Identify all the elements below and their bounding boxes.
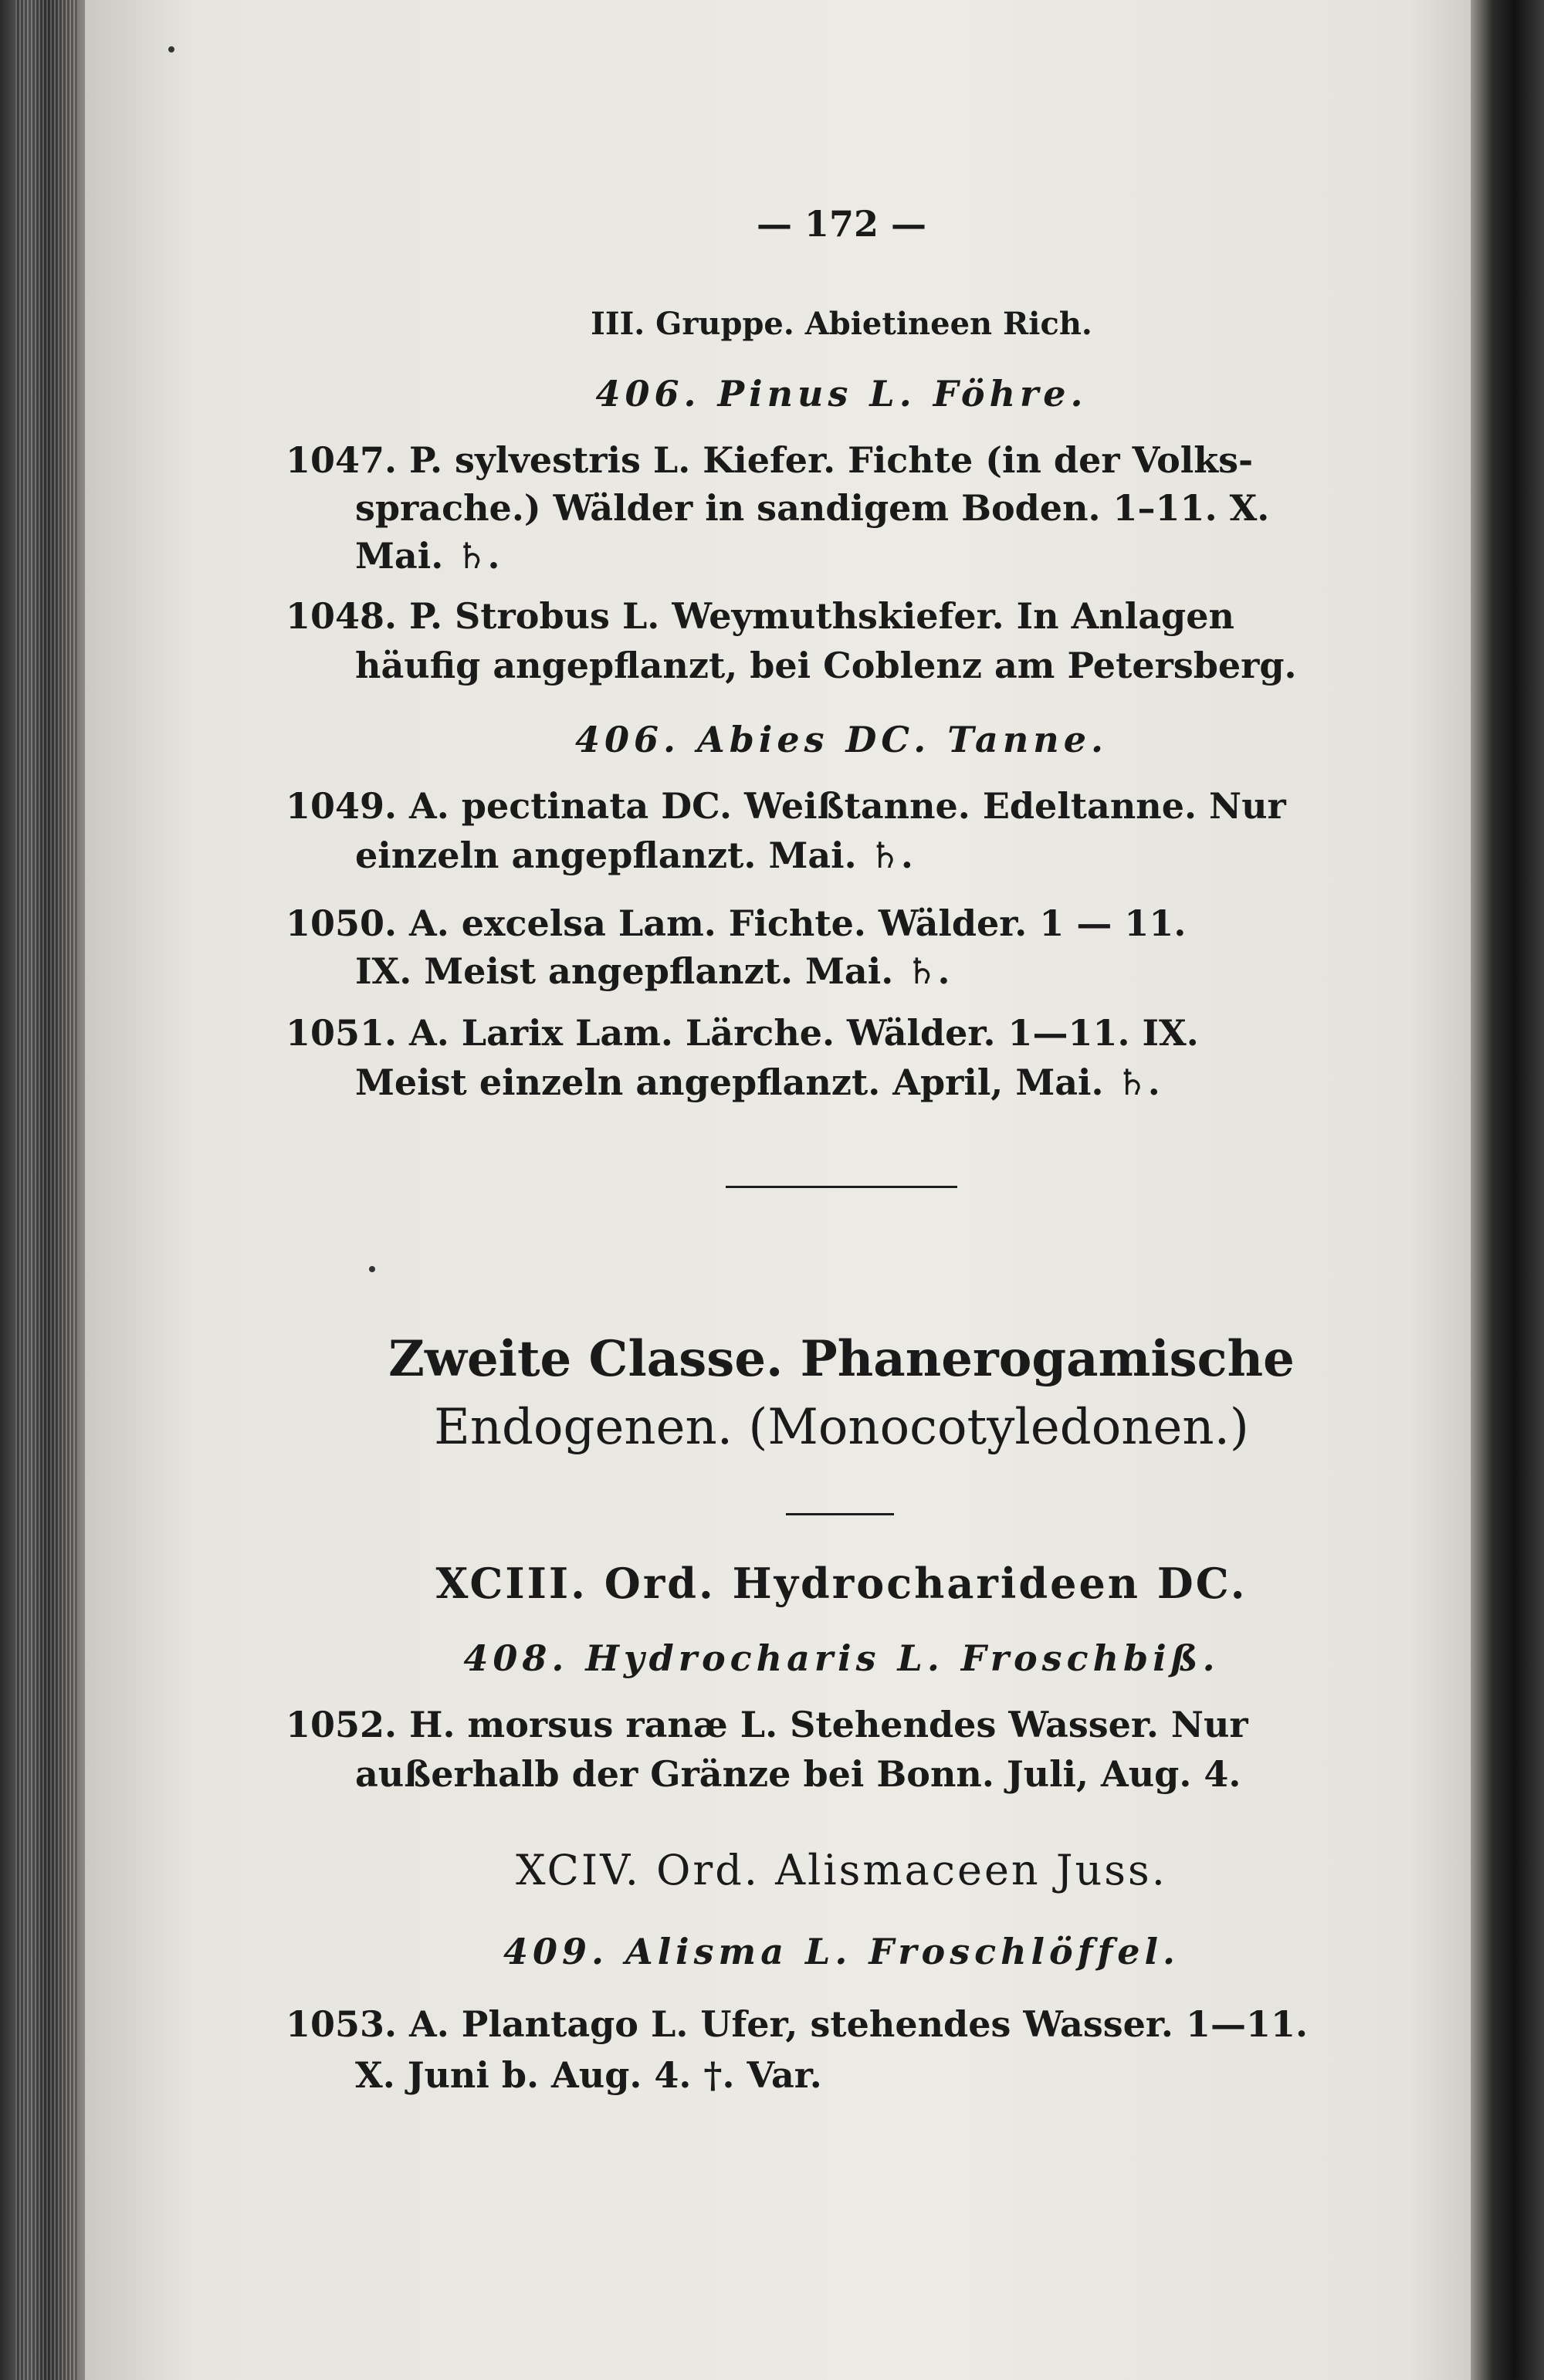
page-edges-texture bbox=[15, 0, 77, 2380]
order-heading: XCIII. Ord. Hydrocharideen DC. bbox=[435, 1559, 1248, 1608]
page-number: — 172 — bbox=[756, 203, 927, 245]
entry-line: 1047. P. sylvestris L. Kiefer. Fichte (in der Volks- bbox=[286, 439, 1254, 481]
entry-line: sprache.) Wälder in sandigem Boden. 1–11. X. bbox=[355, 487, 1270, 529]
class-heading: Zweite Classe. Phanerogamische bbox=[388, 1330, 1295, 1388]
genus-heading: 409. Alisma L. Froschlöffel. bbox=[503, 1931, 1180, 1972]
entry-line: Meist einzeln angepflanzt. April, Mai. ♄. bbox=[355, 1061, 1160, 1103]
genus-heading: 406. Pinus L. Föhre. bbox=[595, 373, 1088, 415]
page-content bbox=[286, 0, 1397, 2380]
group-heading: III. Gruppe. Abietineen Rich. bbox=[591, 306, 1092, 342]
entry-line: 1050. A. excelsa Lam. Fichte. Wälder. 1 — 11. bbox=[286, 902, 1187, 944]
entry-line: 1053. A. Plantago L. Ufer, stehendes Wasser. 1—11. bbox=[286, 2003, 1308, 2045]
entry-line: häufig angepflanzt, bei Coblenz am Petersberg. bbox=[355, 645, 1297, 686]
section-divider bbox=[726, 1186, 957, 1188]
entry-line: 1052. H. morsus ranæ L. Stehendes Wasser. Nur bbox=[286, 1704, 1248, 1745]
genus-heading: 406. Abies DC. Tanne. bbox=[574, 719, 1109, 760]
entry-line: 1049. A. pectinata DC. Weißtanne. Edeltanne. Nur bbox=[286, 785, 1286, 827]
genus-heading: 408. Hydrocharis L. Froschbiß. bbox=[463, 1637, 1220, 1679]
section-divider bbox=[786, 1513, 894, 1515]
entry-line: IX. Meist angepflanzt. Mai. ♄. bbox=[355, 950, 950, 992]
book-gutter bbox=[1471, 0, 1544, 2380]
speck bbox=[168, 46, 174, 52]
order-heading: XCIV. Ord. Alismaceen Juss. bbox=[516, 1846, 1167, 1894]
entry-line: außerhalb der Gränze bei Bonn. Juli, Aug. 4. bbox=[355, 1753, 1241, 1795]
entry-line: Mai. ♄. bbox=[355, 535, 500, 577]
entry-line: 1048. P. Strobus L. Weymuthskiefer. In Anlagen bbox=[286, 595, 1234, 637]
entry-line: 1051. A. Larix Lam. Lärche. Wälder. 1—11. IX. bbox=[286, 1012, 1199, 1054]
class-heading: Endogenen. (Monocotyledonen.) bbox=[434, 1399, 1249, 1456]
entry-line: einzeln angepflanzt. Mai. ♄. bbox=[355, 835, 913, 876]
entry-line: X. Juni b. Aug. 4. †. Var. bbox=[355, 2054, 822, 2096]
